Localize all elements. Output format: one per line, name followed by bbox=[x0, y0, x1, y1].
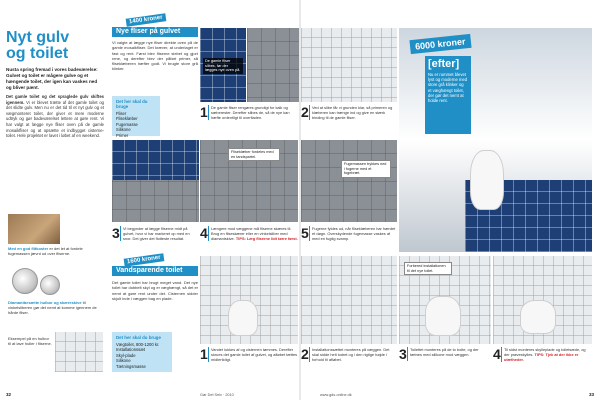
step-3b-photo bbox=[112, 140, 199, 180]
filt-brush-caption bbox=[8, 246, 103, 256]
after-label: [efter] bbox=[428, 58, 460, 70]
fliser-cost-item: Silikone bbox=[116, 127, 131, 133]
toilet-illustration bbox=[228, 300, 258, 336]
step-2b-photo bbox=[301, 28, 397, 102]
toilet-cost-item: Skyl-plade bbox=[116, 352, 136, 358]
page-number-right: 33 bbox=[588, 392, 594, 397]
hole-saw-example-photo bbox=[55, 332, 103, 372]
step-number: 2 bbox=[301, 104, 309, 120]
step-1-photo-caption: De gamle fliser slibes, før der lægges nye oven på. bbox=[203, 58, 243, 74]
footer-left: Gør Det Selv · 2010 bbox=[200, 393, 234, 397]
step-text: Toilettet monteres på de to bolte, og der tætnes med silikone mod væggen. bbox=[407, 347, 491, 361]
step-top-1 bbox=[200, 105, 298, 120]
hole-saw-photo bbox=[12, 268, 38, 294]
step-text: Fugerne fyldes ud, når fliseklæberen har hærdet et døgn. Overskydende fugemasse vaskes af med en fugtig svamp. bbox=[309, 226, 397, 241]
after-info-box bbox=[425, 56, 471, 134]
intro-body-text: Vi er blevet trætte af det gamle toilet og det slidte gulv. Men nu er det tid til et nyt gulv og et vægmonteret toilet, der giver et mere moderne udtryk og gør badeværelset lettere at gøre rent. Vi har valgt at lægge nye fliser oven på de gamle mosaikfliser og at opsætte et indbygget cisterne-toilet. Hele projektet er lavet i løbet af en weekend. bbox=[6, 99, 105, 139]
step-bottom-2 bbox=[301, 347, 397, 362]
step-2-photo bbox=[247, 28, 299, 102]
toilet-intro-text: Det gamle toilet har brugt meget vand. Det nye toilet har dobbelt skyl og er væghængt, så det er nemt at gøre rent under det. Cisternen sidder skjult inde i væggen bag en plade. bbox=[112, 280, 198, 301]
fliser-intro-text: Vi valgte at lægge nye fliser direkte oven på de gamle mosaikfliser. Det kræver, at underlaget er fast og rent. Først blev fliserne slebet og gjort rene, og derefter blev der påført primer, så fliseklæberen hæfter godt. Vi brugte store grå klinker. bbox=[112, 40, 198, 72]
after-text: Nu er rummet blevet lyst og moderne med store grå klinker og et væghængt toilet, der gør det nemt at holde rent. bbox=[428, 72, 468, 104]
step-number: 3 bbox=[399, 346, 407, 362]
fliser-cost-item: Fugemasse bbox=[116, 121, 138, 127]
title-line-1: Nyt gulv bbox=[6, 29, 70, 46]
step-5-photo bbox=[301, 140, 397, 222]
step-tip: TIPS: Tjek at der ikke er utætheder. bbox=[504, 352, 579, 362]
fliser-cost-item: Fliser bbox=[116, 111, 127, 116]
intro-column bbox=[6, 30, 104, 139]
diamond-tools-caption-title: Diamantbesætte hulbor og skæreskive bbox=[8, 300, 82, 305]
toilet-cost-title: Det her skal du bruge bbox=[116, 335, 161, 340]
toilet-illustration bbox=[425, 296, 461, 336]
step-top-3 bbox=[112, 226, 199, 241]
fliser-cost-box bbox=[112, 96, 160, 136]
step-number: 4 bbox=[493, 346, 501, 362]
toilet-illustration bbox=[520, 300, 556, 334]
cutting-disc-photo bbox=[40, 275, 60, 295]
fliser-cost-item: Fliseklæber bbox=[116, 116, 138, 122]
step-text: Ved at slibe får vi grunden klar, så primeren og klæberen kan trænge ind og give en stærk binding til de gamle fliser. bbox=[309, 105, 397, 120]
title-line-2: og toilet bbox=[6, 45, 69, 62]
page-number-left: 32 bbox=[6, 392, 12, 397]
filt-brush-caption-title: Med en god filtkoster bbox=[8, 246, 49, 251]
toilet-section-header: Vandsparende toilet bbox=[112, 266, 198, 276]
step-text-body: Til sidst monteres skylleplade og toiletsæde, og der prøveskylles. bbox=[504, 347, 586, 357]
fliser-cost-title: Det her skal du bruge bbox=[116, 99, 148, 109]
fliser-cost-item: Primer bbox=[116, 132, 129, 138]
toilet-step-2-photo bbox=[301, 256, 397, 344]
step-5-photo-caption: Fugemassen trykkes ned i fugerne med et fugebræt. bbox=[341, 160, 391, 178]
toilet-cost-item: Installationssæt bbox=[116, 347, 146, 353]
total-price-tag: 6000 kroner bbox=[409, 34, 471, 54]
step-top-2 bbox=[301, 105, 397, 120]
step-text: De gamle fliser rengøres grundigt for kalk og sæberester. Derefter slibes de, så de nye kan hæfte ordentligt til overfladen. bbox=[208, 105, 298, 120]
footer-right: www.gds-online.dk bbox=[320, 393, 352, 397]
step-text bbox=[501, 347, 592, 362]
filt-brush-caption-text: er det let at fordele fugemassen jævnt ud over fliserne. bbox=[8, 246, 83, 256]
toilet-cost-item: Tætningsmasse bbox=[116, 363, 146, 369]
step-bottom-4 bbox=[493, 347, 592, 362]
intro-body-title: Det gamle toilet og det spraglede gulv skiftes igennem. bbox=[6, 94, 104, 105]
fliser-price-tag: 1400 kroner bbox=[126, 13, 166, 26]
step-top-5 bbox=[301, 226, 397, 241]
step-text: Vi begynder at lægge fliserne midt på gulvet, hvor vi har markeret op med en snor. Det giver det flotteste resultat. bbox=[120, 226, 199, 241]
toilet-cost-item: Silikone bbox=[116, 358, 131, 364]
step-bottom-3 bbox=[399, 347, 491, 361]
step-text: Vandet lukkes af og cisternen tømmes. Derefter skrues det gamle toilet af gulvet, og afløbet tættes midlertidigt. bbox=[208, 347, 298, 362]
diamond-tools-caption-text: til vinkelsliberen gør det nemt at komme igennem de hårde fliser. bbox=[8, 300, 97, 315]
step-text: Installationssættet monteres på væggen. Det skal sidde helt lodret og i den rigtige højde i forhold til afløbet. bbox=[309, 347, 397, 362]
fliser-section-header: Nye fliser på gulvet bbox=[112, 27, 198, 37]
step-text-body: Længere mod væggene må fliserne skæres til. Brug en fliseskærer eller en vinkelsliber med diamantskive. bbox=[211, 226, 292, 241]
toilet-cost-item: Vægtoilet, 800-1200 kr. bbox=[116, 342, 160, 347]
step-4-photo-caption: Fliseklæber fordeles med en tandspartel. bbox=[228, 148, 280, 161]
step-bottom-1 bbox=[200, 347, 298, 362]
article-lead: Nusta spring fremad i vores badeværelse: Gulvet og toilet er mågere gulve og et hængende toilet, der igen kan vaskes ned og bliver pænt. bbox=[6, 67, 98, 90]
after-toilet-illustration bbox=[470, 150, 504, 210]
step-number: 3 bbox=[112, 225, 120, 241]
step-number: 5 bbox=[301, 225, 309, 241]
step-number: 4 bbox=[200, 225, 208, 241]
hole-saw-caption: Eksempel på en hulbor til at lave huller i fliserne. bbox=[8, 336, 52, 346]
toilet-photo-caption: Forbered installationen til det nye toilet. bbox=[404, 262, 452, 275]
step-top-4 bbox=[200, 226, 298, 241]
filt-brush-photo bbox=[8, 214, 60, 244]
diamond-tools-caption bbox=[8, 300, 103, 315]
toilet-cost-box bbox=[112, 332, 172, 372]
step-number: 1 bbox=[200, 346, 208, 362]
step-number: 1 bbox=[200, 104, 208, 120]
intro-body bbox=[6, 94, 104, 139]
toilet-price-tag: 1600 kroner bbox=[124, 253, 164, 266]
article-title bbox=[6, 30, 104, 62]
step-text bbox=[208, 226, 298, 241]
step-tip: TIPS: Læg fliserne lidt tørre først. bbox=[235, 236, 298, 241]
step-number: 2 bbox=[301, 346, 309, 362]
